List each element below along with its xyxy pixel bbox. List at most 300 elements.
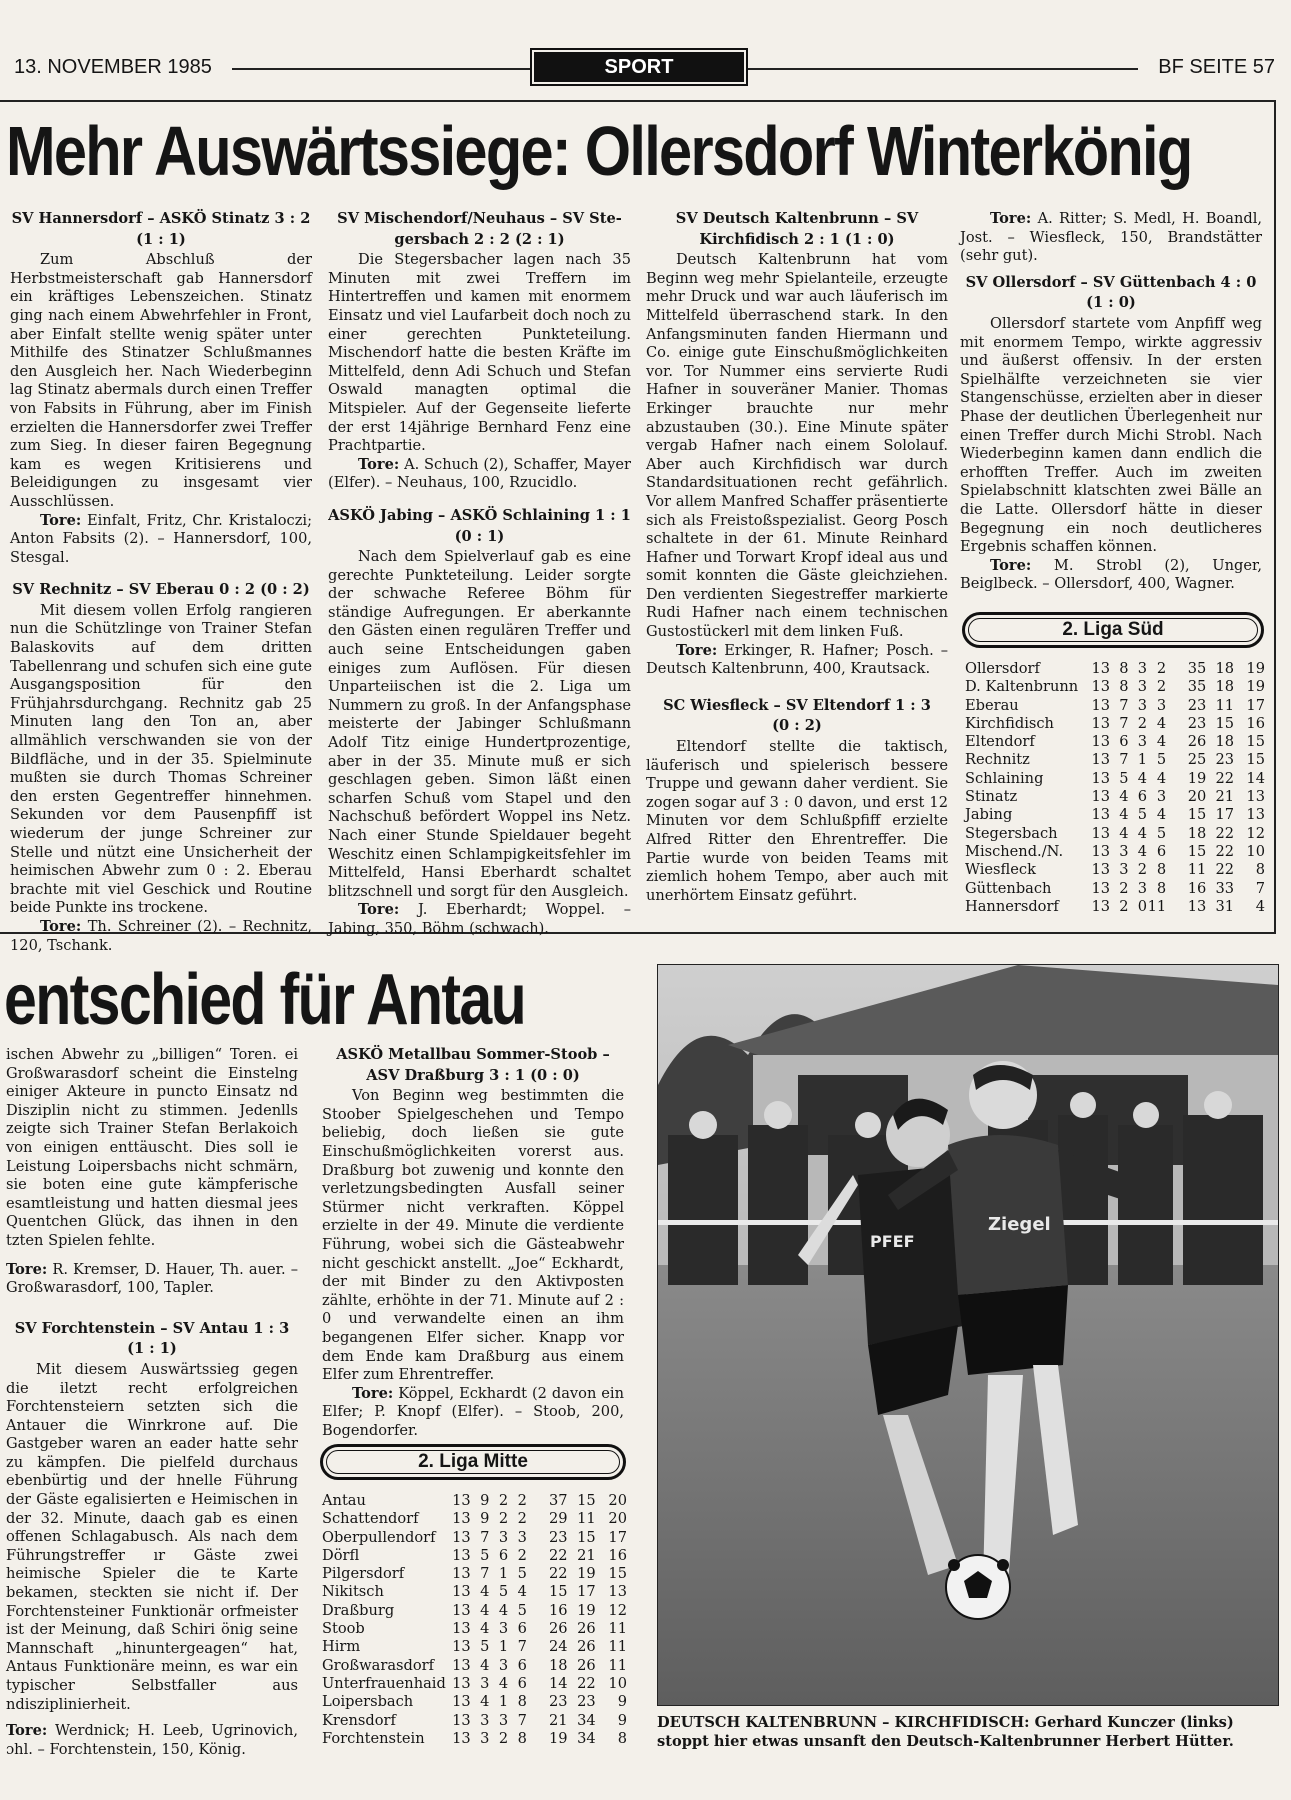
table-cell: 13 — [452, 1583, 471, 1601]
table-cell: 7 — [1255, 879, 1265, 897]
table-cell: 13 — [1091, 751, 1111, 769]
table-cell: 13 — [452, 1546, 471, 1564]
table-row — [322, 1492, 627, 1510]
table-cell: 3 — [480, 1674, 490, 1692]
table-row — [322, 1675, 627, 1693]
table-cell: 2 — [1137, 861, 1148, 879]
table-cell: 4 — [480, 1601, 490, 1619]
table-cell: 22 — [1215, 842, 1235, 860]
table-cell: 6 — [498, 1546, 509, 1564]
table-cell: 3 — [1137, 733, 1148, 751]
scorers-line: Tore: M. Strobl (2), Unger, Beiglbeck. – Ollersdorf, 400, Wagner. — [960, 556, 1262, 593]
table-cell: 5 — [1156, 751, 1167, 769]
table-cell: 4 — [1119, 788, 1129, 806]
scorers-line: Tore: A. Schuch (2), Schaffer, Mayer (Elfer). – Neuhaus, 100, Rzucidlo. — [328, 455, 631, 492]
table-cell: 1 — [498, 1693, 509, 1711]
table-cell: 13 — [608, 1583, 627, 1601]
table-row — [965, 751, 1265, 769]
table-cell: 3 — [480, 1729, 490, 1747]
team-name: Nikitsch — [322, 1583, 384, 1601]
table-cell: 5 — [1119, 769, 1129, 787]
table-cell: 26 — [549, 1620, 568, 1638]
section-label: SPORT — [534, 52, 744, 82]
table-cell: 10 — [1246, 842, 1265, 860]
match-title: ASKÖ Metallbau Sommer-Stoob – — [336, 1046, 610, 1063]
table-cell: 9 — [617, 1693, 627, 1711]
table-row — [322, 1510, 627, 1528]
table-row — [322, 1620, 627, 1638]
league-table-title: 2. Liga Süd — [962, 612, 1264, 648]
table-cell: 8 — [517, 1693, 527, 1711]
table-cell: 21 — [549, 1711, 568, 1729]
table-cell: 2 — [1156, 660, 1167, 677]
table-row — [322, 1712, 627, 1730]
table-cell: 23 — [1215, 751, 1235, 769]
table-cell: 4 — [1156, 769, 1167, 787]
table-cell: 13 — [452, 1620, 471, 1638]
table-cell: 13 — [452, 1638, 471, 1656]
photo-caption: DEUTSCH KALTENBRUNN – KIRCHFIDISCH: Gerhard Kunczer (links) stoppt hier etwas unsanft den Deutsch-Kaltenbrunner Herbert Hütter. — [657, 1714, 1234, 1750]
table-row — [322, 1730, 627, 1748]
league-table-south — [965, 660, 1265, 916]
table-cell: 13 — [1246, 806, 1265, 824]
table-row — [965, 825, 1265, 843]
team-name: Stoob — [322, 1620, 365, 1638]
table-cell: 6 — [1156, 842, 1167, 860]
table-cell: 11 — [608, 1638, 627, 1656]
table-cell: 13 — [1091, 806, 1111, 824]
table-cell: 2 — [517, 1492, 527, 1509]
table-cell: 19 — [549, 1729, 568, 1747]
table-cell: 4 — [1119, 824, 1129, 842]
table-cell: 6 — [1137, 788, 1148, 806]
table-cell: 15 — [549, 1583, 568, 1601]
table-cell: 22 — [1215, 824, 1235, 842]
table-cell: 22 — [1215, 769, 1235, 787]
table-cell: 4 — [1137, 824, 1148, 842]
match-report: Deutsch Kaltenbrunn hat vom Beginn weg mehr Spielanteile, erzeugte mehr Druck und war auch läuferisch im Mittelfeld überraschend stark. In den Anfangsminuten fanden Hiermann und Co. einige gute Einschußmöglichkeiten vor. Tor Nummer eins servierte Rudi Hafner in souveräner Manier. Thomas Erkinger brauchte nur mehr abzustauben (30.). Eine Minute später vergab Hafner nach einem Sololauf. Aber auch Kirchfidisch war durch Standardsituationen recht gefährlich. Vor allem Manfred Schaffer präsentierte sich als Freistoßspezialist. Georg Posch schaltete in der 61. Minute Reinhard Hafner und Torwart Kropf ideal aus und somit konnten die Gäste gleichziehen. Den verdienten Siegestreffer markierte Rudi Hafner nach einem technischen Gustostückerl mit dem linken Fuß. — [646, 251, 948, 641]
table-cell: 23 — [549, 1528, 568, 1546]
table-cell: 2 — [1137, 714, 1148, 732]
match-title-cont: gersbach 2 : 2 (2 : 1) — [394, 230, 565, 248]
table-cell: 23 — [549, 1693, 568, 1711]
table-cell: 19 — [1246, 678, 1265, 696]
table-cell: 5 — [1137, 806, 1148, 824]
team-name: Unterfrauenhaid — [322, 1674, 446, 1692]
table-cell: 14 — [549, 1674, 568, 1692]
table-cell: 15 — [1187, 806, 1207, 824]
table-cell: 17 — [1215, 806, 1235, 824]
table-cell: 9 — [617, 1711, 627, 1729]
table-cell: 16 — [1246, 714, 1265, 732]
match-title: SV Rechnitz – SV Eberau 0 : 2 (0 : 2) — [12, 581, 310, 599]
table-cell: 4 — [480, 1693, 490, 1711]
table-row — [965, 880, 1265, 898]
table-cell: 16 — [549, 1601, 568, 1619]
match-report: Mit diesem Auswärtssieg gegen die iletzt recht erfolgreichen Forchtensteiern setzten sich die Antauer die Winrkrone auf. Die Gastgeber waren an eader hatte sehr zu kämpfen. Die pielfeld durchaus ebenbürtig und der hnelle Führung der Gäste egalisierten e Heimischen in der 32. Minute, daach gab es einen offenen Schlagabusch. Als nach dem Führungstreffer ır Gäste zwei heimische Spieler die te Karte bekamen, steckten sie nicht if. Der Forchtensteiner Funktionär orfmeister ist der Meinung, daß Schiri önig seine Mannschaft „hinuntergeagen“ hat, Antaus Funktionäre meinn, es war ein typischer Selbstfaller aus ndisziplinierheit. — [6, 1360, 298, 1713]
table-cell: 20 — [608, 1492, 627, 1509]
table-cell: 13 — [452, 1601, 471, 1619]
table-row — [965, 678, 1265, 696]
table-cell: 25 — [1187, 751, 1207, 769]
table-cell: 3 — [1137, 678, 1148, 696]
table-cell: 11 — [608, 1620, 627, 1638]
scorers-line: Tore: Werdnick; H. Leeb, Ugrinovich, ɔhl. – Forchtenstein, 150, König. — [6, 1722, 298, 1758]
main-headline: Mehr Auswärtssiege: Ollersdorf Winterkönig — [6, 112, 1192, 190]
table-cell: 13 — [1091, 824, 1111, 842]
table-cell: 5 — [498, 1583, 509, 1601]
table-cell: 4 — [1119, 806, 1129, 824]
table-cell: 7 — [1119, 696, 1129, 714]
table-cell: 19 — [1246, 660, 1265, 677]
team-name: D. Kaltenbrunn — [965, 678, 1079, 696]
team-name: Oberpullendorf — [322, 1528, 436, 1546]
table-cell: 7 — [517, 1711, 527, 1729]
table-cell: 3 — [1156, 788, 1167, 806]
table-cell: 2 — [498, 1729, 509, 1747]
table-row — [322, 1693, 627, 1711]
table-row — [965, 660, 1265, 678]
table-cell: 22 — [549, 1546, 568, 1564]
team-name: Wiesfleck — [965, 861, 1036, 879]
team-name: Stinatz — [965, 788, 1018, 806]
match-halftime: (1 : 1) — [127, 1340, 177, 1358]
table-cell: 13 — [1091, 897, 1111, 915]
table-row — [965, 806, 1265, 824]
top-column-3 — [646, 210, 948, 905]
table-cell: 13 — [1246, 788, 1265, 806]
table-cell: 2 — [498, 1492, 509, 1509]
table-cell: 13 — [452, 1711, 471, 1729]
match-title: ASKÖ Jabing – ASKÖ Schlaining 1 : 1 — [328, 506, 631, 524]
table-cell: 11 — [577, 1510, 596, 1528]
team-name: Loipersbach — [322, 1693, 414, 1711]
table-cell: 14 — [1246, 769, 1265, 787]
table-cell: 18 — [1187, 824, 1207, 842]
table-cell: 3 — [1137, 879, 1148, 897]
team-name: Dörfl — [322, 1546, 360, 1564]
table-cell: 13 — [1091, 879, 1111, 897]
table-cell: 13 — [1091, 842, 1111, 860]
table-cell: 26 — [1187, 733, 1207, 751]
table-cell: 5 — [480, 1546, 490, 1564]
table-cell: 3 — [517, 1528, 527, 1546]
table-cell: 8 — [1119, 678, 1129, 696]
table-row — [965, 843, 1265, 861]
table-cell: 7 — [1119, 751, 1129, 769]
table-cell: 2 — [1119, 879, 1129, 897]
table-row — [322, 1657, 627, 1675]
table-cell: 8 — [517, 1729, 527, 1747]
match-report: Nach dem Spielverlauf gab es eine gerechte Punkteteilung. Leider sorgte der schwache Referee Böhm für ständige Aufregungen. Er aberkannte den Gästen einen regulären Treffer und auch seine Entscheidungen gaben einiges zum Auflösen. Für diesen Unparteiischen ist die 2. Liga um Nummern zu groß. In der Anfangsphase meisterte der Jabinger Schlußmann Adolf Titz einige Hundertprozentige, aber in der 35. Minute muß er sich geschlagen geben. Simon läßt einen scharfen Schuß vom Stapel und den Nachschuß befördert Woppel ins Netz. Nach einer Stunde Spieldauer begeht Weschitz einen Schlampigkeitsfehler im Mittelfeld, Hansi Eberhardt schaltet blitzschnell und sorgt für den Ausgleich. — [328, 548, 631, 900]
match-report: Zum Abschluß der Herbstmeisterschaft gab Hannersdorf ein kräftiges Lebenszeichen. Stinatz ging nach einem Abwehrfehler in Front, aber Einfalt stellte wenig später unter Mithilfe des Stinatzer Schlußmannes den Ausgleich her. Nach Wiederbeginn lag Stinatz abermals durch einen Treffer von Fabsits in Führung, aber im Finish erzielten die Hannersdorfer zwei Treffer zum Sieg. In dieser fairen Begegnung kam es wegen Kritisierens und Beleidigungen zu insgesamt vier Ausschlüssen. — [10, 251, 312, 510]
table-cell: 16 — [1187, 879, 1207, 897]
table-cell: 35 — [1187, 678, 1207, 696]
team-name: Draßburg — [322, 1601, 395, 1619]
table-cell: 15 — [577, 1528, 596, 1546]
team-name: Kirchfidisch — [965, 714, 1054, 732]
table-cell: 3 — [498, 1528, 509, 1546]
shirt-sponsor-text-left: PFEF — [870, 1232, 915, 1251]
table-cell: 4 — [517, 1583, 527, 1601]
table-cell: 8 — [1255, 861, 1265, 879]
table-cell: 29 — [549, 1510, 568, 1528]
scorers-line: Tore: A. Ritter; S. Medl, H. Boandl, Jost. – Wiesfleck, 150, Brandstätter (sehr gut). — [960, 210, 1262, 265]
table-cell: 9 — [480, 1510, 490, 1528]
table-cell: 13 — [452, 1656, 471, 1674]
table-cell: 3 — [1119, 861, 1129, 879]
table-cell: 31 — [1215, 897, 1235, 915]
team-name: Mischend./N. — [965, 842, 1064, 860]
table-cell: 5 — [517, 1601, 527, 1619]
table-cell: 4 — [1156, 806, 1167, 824]
table-cell: 13 — [1091, 733, 1111, 751]
table-cell: 13 — [1091, 714, 1111, 732]
table-cell: 6 — [517, 1620, 527, 1638]
scorers-line: Tore: Th. Schreiner (2). – Rechnitz, 120, Tschank. — [10, 917, 312, 954]
table-row — [965, 861, 1265, 879]
table-cell: 21 — [577, 1546, 596, 1564]
team-name: Pilgersdorf — [322, 1565, 405, 1583]
table-cell: 4 — [498, 1674, 509, 1692]
scorers-line: Tore: Einfalt, Fritz, Chr. Kristaloczi; Anton Fabsits (2). – Hannersdorf, 100, Stesgal. — [10, 511, 312, 566]
table-cell: 24 — [549, 1638, 568, 1656]
table-cell: 12 — [608, 1601, 627, 1619]
table-row — [965, 788, 1265, 806]
match-title: SC Wiesfleck – SV Eltendorf 1 : 3 — [663, 696, 931, 714]
table-cell: 17 — [577, 1583, 596, 1601]
table-cell: 15 — [1246, 733, 1265, 751]
table-cell: 20 — [608, 1510, 627, 1528]
table-cell: 13 — [452, 1565, 471, 1583]
match-title: SV Deutsch Kaltenbrunn – SV — [675, 210, 919, 227]
table-row — [322, 1565, 627, 1583]
table-cell: 17 — [608, 1528, 627, 1546]
table-cell: 11 — [1215, 696, 1235, 714]
table-cell: 9 — [480, 1492, 490, 1509]
table-cell: 11 — [1147, 897, 1167, 915]
page-header — [0, 56, 1291, 86]
table-cell: 7 — [1119, 714, 1129, 732]
table-cell: 13 — [1091, 660, 1111, 677]
table-row — [322, 1602, 627, 1620]
table-cell: 4 — [480, 1656, 490, 1674]
match-halftime: (0 : 2) — [772, 717, 822, 735]
bottom-column-2 — [322, 1046, 624, 1440]
table-cell: 6 — [517, 1656, 527, 1674]
team-name: Rechnitz — [965, 751, 1030, 769]
table-cell: 18 — [1215, 733, 1235, 751]
table-cell: 3 — [498, 1620, 509, 1638]
table-cell: 3 — [1156, 696, 1167, 714]
table-cell: 0 — [1137, 897, 1148, 915]
match-halftime: (1 : 0) — [1086, 294, 1136, 312]
table-cell: 6 — [1119, 733, 1129, 751]
table-row — [965, 733, 1265, 751]
table-cell: 4 — [1137, 769, 1148, 787]
table-cell: 18 — [1215, 660, 1235, 677]
table-cell: 2 — [517, 1510, 527, 1528]
bottom-column-1 — [6, 1046, 298, 1759]
team-name: Stegersbach — [965, 824, 1058, 842]
table-cell: 13 — [452, 1492, 471, 1509]
table-cell: 16 — [608, 1546, 627, 1564]
table-cell: 1 — [498, 1638, 509, 1656]
scorers-line: Tore: Köppel, Eckhardt (2 davon ein Elfer; P. Knopf (Elfer). – Stoob, 200, Bogendorfer. — [322, 1384, 624, 1439]
top-column-2 — [328, 210, 631, 939]
table-row — [965, 715, 1265, 733]
table-cell: 20 — [1187, 788, 1207, 806]
table-cell: 7 — [480, 1528, 490, 1546]
table-cell: 23 — [1187, 714, 1207, 732]
table-cell: 13 — [452, 1729, 471, 1747]
table-cell: 4 — [1156, 733, 1167, 751]
match-title: SV Hannersdorf – ASKÖ Stinatz 3 : 2 — [11, 210, 311, 227]
team-name: Ollersdorf — [965, 660, 1040, 677]
table-cell: 22 — [1215, 861, 1235, 879]
table-cell: 19 — [577, 1565, 596, 1583]
match-report: Die Stegersbacher lagen nach 35 Minuten mit zwei Treffern im Hintertreffen und kamen mit enormem Einsatz und viel Laufarbeit doch noch zu einer gerechten Punkteteilung. Mischendorf hatte die besten Kräfte im Mittelfeld, denn Adi Schuch und Stefan Oswald managten optimal die Mitspieler. Auf der Gegenseite lieferte der erst 14jährige Bernhard Fenz eine Prachtpartie. — [328, 251, 631, 455]
header-rule-right — [748, 68, 1138, 70]
table-cell: 13 — [1091, 861, 1111, 879]
table-cell: 18 — [1215, 678, 1235, 696]
match-title-cont: ASV Draßburg 3 : 1 (0 : 0) — [366, 1066, 580, 1084]
table-cell: 15 — [1187, 842, 1207, 860]
table-cell: 1 — [1137, 751, 1148, 769]
table-row — [322, 1638, 627, 1656]
table-cell: 4 — [1137, 842, 1148, 860]
match-photo — [657, 964, 1279, 1706]
team-name: Schlaining — [965, 769, 1044, 787]
table-cell: 8 — [1119, 660, 1129, 677]
team-name: Jabing — [965, 806, 1013, 824]
table-cell: 2 — [1156, 678, 1167, 696]
scorers-line: Tore: J. Eberhardt; Woppel. – Jabing, 350, Böhm (schwach). — [328, 901, 631, 937]
page-number: BF SEITE 57 — [1158, 56, 1275, 78]
team-name: Krensdorf — [322, 1711, 396, 1729]
issue-date: 13. NOVEMBER 1985 — [14, 56, 212, 78]
table-cell: 18 — [549, 1656, 568, 1674]
table-cell: 19 — [1187, 769, 1207, 787]
table-row — [322, 1547, 627, 1565]
table-cell: 6 — [517, 1674, 527, 1692]
article-text: ischen Abwehr zu „billigen“ Toren. ei Großwarasdorf scheint die Einstelng einiger Akteure in puncto Einsatz nd Disziplin nicht zu stimmen. Jedenlls zeigte sich Trainer Stefan Berlakoich von einigen enttäuscht. Dies soll ie Leistung Loipersbachs nicht schmärn, sie boten eine gute kämpferische esamtleistung und hatten diesmal jees Quentchen Glück, das ihnen in den tzten Spielen fehlte. — [6, 1046, 298, 1249]
match-halftime: (0 : 1) — [454, 527, 505, 545]
table-cell: 26 — [577, 1656, 596, 1674]
table-cell: 22 — [577, 1674, 596, 1692]
match-report: Mit diesem vollen Erfolg rangieren nun die Schützlinge von Trainer Stefan Balaskovits auf dem dritten Tabellenrang und schufen sich eine gute Ausgangsposition für den Frühjahrsdurchgang. Rechnitz gab 25 Minuten lang den Ton an, aber allmählich verschwanden sie von der Bildfläche, und in der 35. Spielminute mußten sie durch Thomas Schreiner den ersten Gegentreffer hinnehmen. Sekunden vor dem Pausenpfiff ist wiederum der junge Schreiner zur Stelle und nützt eine Unsicherheit der heimischen Abwehr zum 0 : 2. Eberau brachte mit viel Geschick und Routine beide Punkte ins trockene. — [10, 601, 312, 917]
table-row — [965, 697, 1265, 715]
table-cell: 7 — [480, 1565, 490, 1583]
table-cell: 3 — [480, 1711, 490, 1729]
table-cell: 4 — [498, 1601, 509, 1619]
team-name: Forchtenstein — [322, 1729, 425, 1747]
table-cell: 3 — [498, 1711, 509, 1729]
table-cell: 2 — [517, 1546, 527, 1564]
table-cell: 13 — [452, 1528, 471, 1546]
match-title: SV Forchtenstein – SV Antau 1 : 3 — [14, 1319, 290, 1337]
match-title-cont: Kirchfidisch 2 : 1 (1 : 0) — [699, 230, 895, 248]
table-cell: 15 — [577, 1492, 596, 1509]
table-cell: 26 — [577, 1620, 596, 1638]
table-cell: 11 — [608, 1656, 627, 1674]
table-cell: 23 — [577, 1693, 596, 1711]
team-name: Hannersdorf — [965, 897, 1059, 915]
table-cell: 5 — [1156, 824, 1167, 842]
table-cell: 15 — [1246, 751, 1265, 769]
league-table-title: 2. Liga Mitte — [320, 1444, 626, 1480]
table-row — [322, 1583, 627, 1601]
match-report: Von Beginn weg bestimmten die Stoober Spielgeschehen und Tempo beliebig, doch ließen sie gute Einschußmöglichkeiten vorerst aus. Draßburg bot zuwenig und konnte den verletzungsbedingten Ausfall seiner Stürmer nicht verkraften. Köppel erzielte in der 49. Minute die verdiente Führung, wobei sich die Gästeabwehr nicht geschickt anstellt. „Joe“ Eckhardt, der mit Binder zu den Aktivposten zählte, erhöhte in der 71. Minute auf 2 : 0 und verwandelte einen an ihm begangenen Elfer sicher. Knapp vor dem Ende kam Draßburg aus einem Elfer zum Ehrentreffer. — [322, 1087, 624, 1384]
table-cell: 21 — [1215, 788, 1235, 806]
table-cell: 2 — [1119, 897, 1129, 915]
table-cell: 3 — [498, 1656, 509, 1674]
table-cell: 13 — [1091, 678, 1111, 696]
table-cell: 3 — [1137, 660, 1148, 677]
photo-illustration — [658, 965, 1278, 1705]
top-column-4 — [960, 210, 1262, 594]
table-cell: 33 — [1215, 879, 1235, 897]
table-cell: 17 — [1246, 696, 1265, 714]
table-cell: 4 — [480, 1620, 490, 1638]
top-column-1 — [10, 210, 312, 955]
table-cell: 12 — [1246, 824, 1265, 842]
table-cell: 13 — [1091, 769, 1111, 787]
table-cell: 11 — [1187, 861, 1207, 879]
second-headline: entschied für Antau — [4, 960, 526, 1040]
table-cell: 1 — [498, 1565, 509, 1583]
table-cell: 15 — [608, 1565, 627, 1583]
table-cell: 13 — [452, 1510, 471, 1528]
team-name: Eberau — [965, 696, 1019, 714]
table-cell: 13 — [452, 1693, 471, 1711]
table-cell: 8 — [1156, 861, 1167, 879]
table-cell: 15 — [1215, 714, 1235, 732]
table-cell: 4 — [480, 1583, 490, 1601]
table-cell: 34 — [577, 1729, 596, 1747]
league-table-middle — [322, 1492, 627, 1748]
table-cell: 13 — [1091, 696, 1111, 714]
table-row — [965, 898, 1265, 916]
table-cell: 37 — [549, 1492, 568, 1509]
table-cell: 5 — [480, 1638, 490, 1656]
table-cell: 2 — [498, 1510, 509, 1528]
match-title: SV Mischendorf/Neuhaus – SV Ste- — [337, 210, 622, 227]
shirt-sponsor-text: Ziegel — [988, 1214, 1051, 1235]
table-cell: 4 — [1255, 897, 1265, 915]
table-cell: 8 — [617, 1729, 627, 1747]
header-rule-left — [232, 68, 532, 70]
table-cell: 3 — [1137, 696, 1148, 714]
table-cell: 5 — [517, 1565, 527, 1583]
team-name: Eltendorf — [965, 733, 1035, 751]
table-cell: 34 — [577, 1711, 596, 1729]
table-row — [322, 1529, 627, 1547]
table-row — [965, 770, 1265, 788]
team-name: Antau — [322, 1492, 366, 1509]
table-cell: 7 — [517, 1638, 527, 1656]
table-cell: 4 — [1156, 714, 1167, 732]
team-name: Güttenbach — [965, 879, 1052, 897]
table-cell: 19 — [577, 1601, 596, 1619]
team-name: Hirm — [322, 1638, 361, 1656]
table-cell: 26 — [577, 1638, 596, 1656]
match-halftime: (1 : 1) — [136, 230, 186, 248]
match-report: Eltendorf stellte die taktisch, läuferisch und spielerisch bessere Truppe und gewann daher verdient. Sie zogen sogar auf 3 : 0 davon, und erst 12 Minuten vor dem Schlußpfiff erzielte Alfred Ritter den Ehrentreffer. Die Partie wurde von beiden Teams mit ziemlich hohem Tempo, aber auch mit unerhörtem Einsatz geführt. — [646, 738, 948, 904]
table-cell: 13 — [452, 1674, 471, 1692]
match-title: SV Ollersdorf – SV Güttenbach 4 : 0 — [965, 273, 1257, 291]
table-cell: 10 — [608, 1674, 627, 1692]
